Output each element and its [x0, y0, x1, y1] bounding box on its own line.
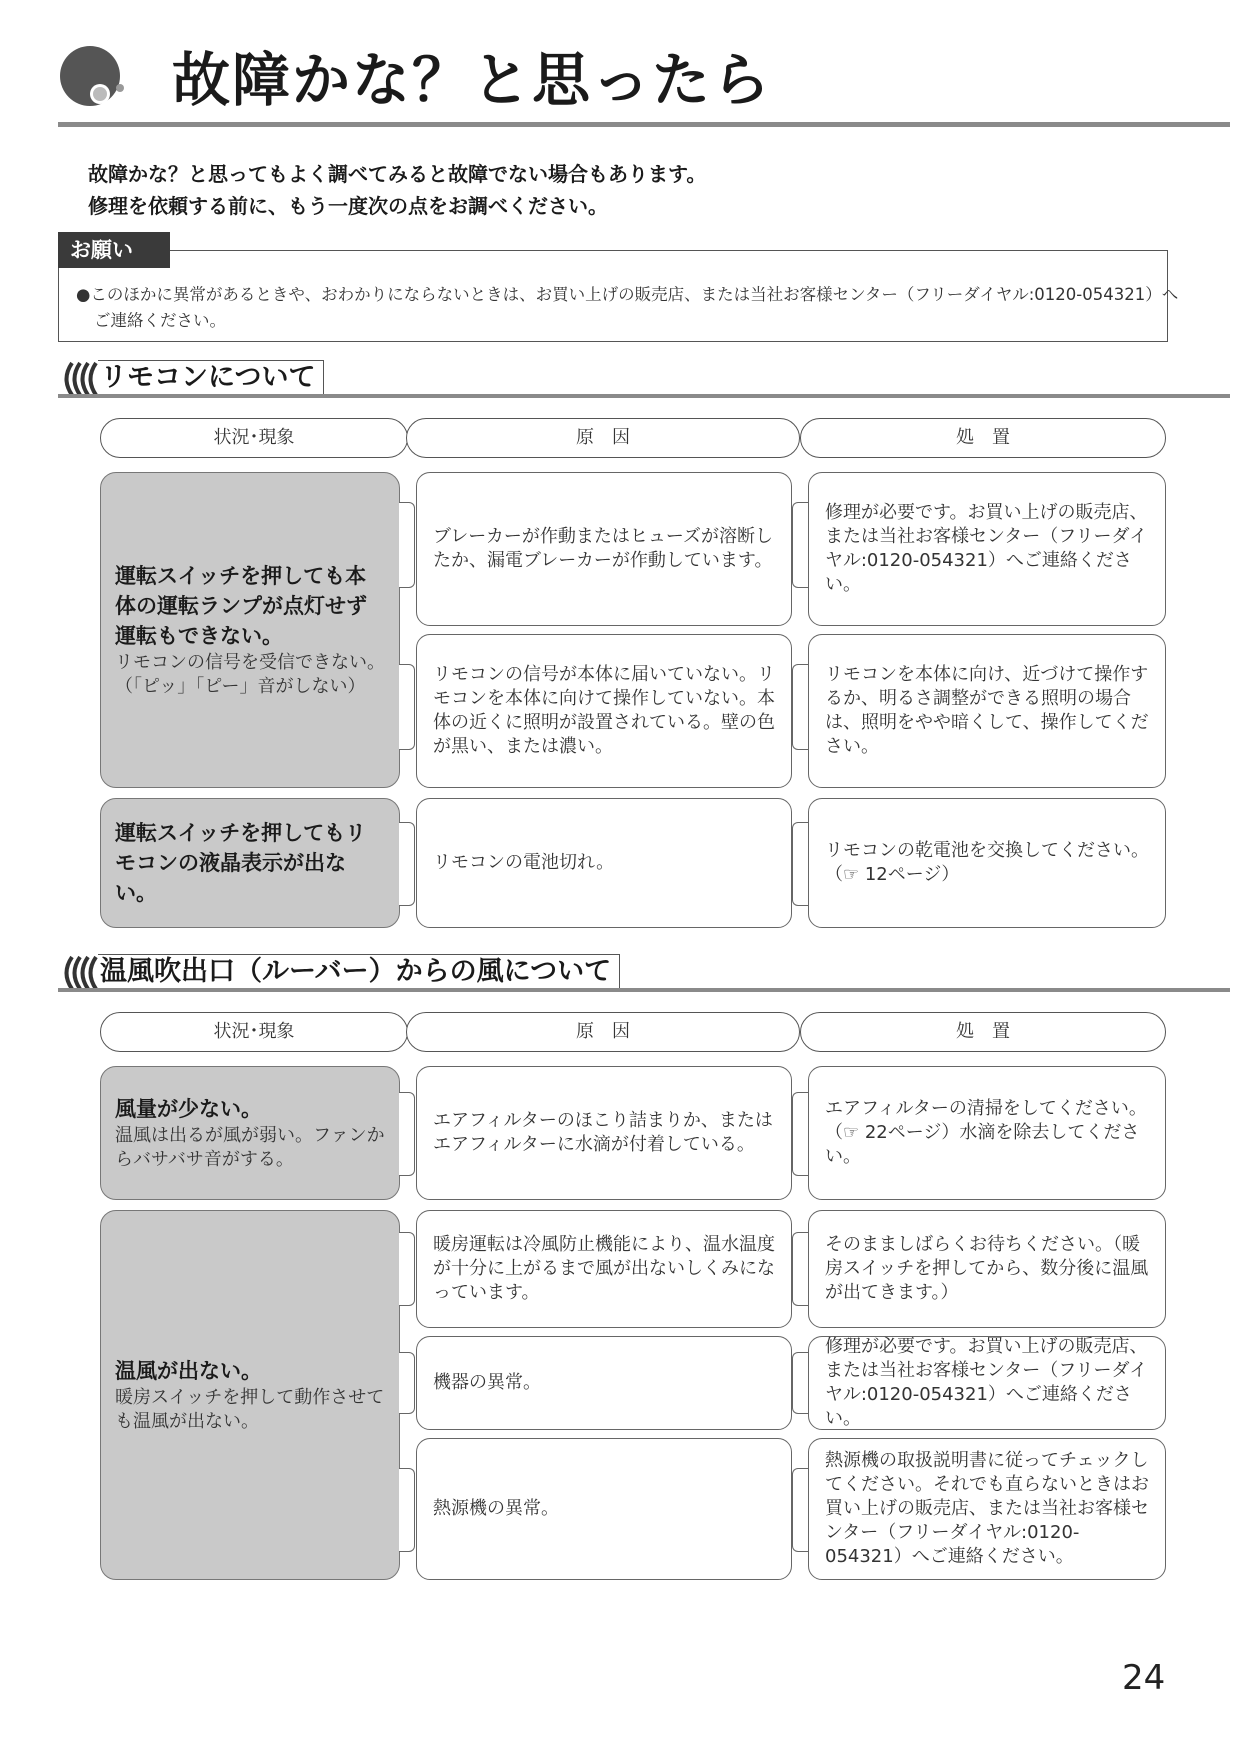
column-header-symptom: 状況･現象 [100, 1012, 408, 1052]
intro-line-2: 修理を依頼する前に、もう一度次の点をお調べください。 [88, 194, 608, 218]
column-header-cause: 原 因 [406, 418, 800, 458]
cause-box [416, 1210, 792, 1328]
remedy-box [808, 798, 1166, 928]
connector [792, 1468, 808, 1552]
page-title: 故障かな？と思ったら [172, 46, 773, 114]
column-header-symptom: 状況･現象 [100, 418, 408, 458]
section-title: 温風吹出口（ルーバー）からの風について [98, 954, 620, 989]
section-marks-icon [58, 360, 98, 398]
section-divider [58, 394, 1230, 398]
page-number: 24 [1122, 1658, 1166, 1698]
connector [399, 1092, 415, 1176]
notice-tag: お願い [58, 232, 170, 268]
connector [792, 664, 808, 750]
cause-text: ブレーカーが作動またはヒューズが溶断したか、漏電ブレーカーが作動しています。 [433, 526, 774, 571]
cause-box [416, 1336, 792, 1430]
connector [792, 1352, 808, 1414]
cause-box [416, 472, 792, 626]
intro-line-1: 故障かな？と思ってもよく調べてみると故障でない場合もあります。 [88, 162, 707, 186]
column-header-remedy: 処 置 [800, 1012, 1166, 1052]
cause-text: リモコンの信号が本体に届いていない。リモコンを本体に向けて操作していない。本体の近くに照明が設置されている。壁の色が黒い、または濃い。 [433, 664, 775, 757]
remedy-box [808, 634, 1166, 788]
remedy-text: エアフィルターの清掃をしてください。（☞ 22ページ）水滴を除去してください。 [825, 1098, 1147, 1167]
connector [399, 1352, 415, 1414]
remedy-box [808, 1438, 1166, 1580]
remedy-text: リモコンの乾電池を交換してください。（☞ 12ページ） [825, 840, 1149, 885]
cause-text: 機器の異常。 [433, 1372, 541, 1393]
symptom-box [100, 1066, 400, 1200]
section-divider [58, 988, 1230, 992]
cause-text: 暖房運転は冷風防止機能により、温水温度が十分に上がるまで風が出ないしくみになっています。 [433, 1234, 775, 1303]
symptom-box [100, 798, 400, 928]
connector [792, 502, 808, 588]
remedy-box [808, 1066, 1166, 1200]
connector [399, 1468, 415, 1552]
remedy-text: 熱源機の取扱説明書に従ってチェックしてください。それでも直らないときはお買い上げの販売店、または当社お客様センター（フリーダイヤル:0120-054321）へご連絡ください。 [825, 1450, 1149, 1567]
remedy-text: そのまましばらくお待ちください。（暖房スイッチを押してから、数分後に温風が出てきます。） [825, 1234, 1149, 1303]
cause-box [416, 1438, 792, 1580]
intro-text [88, 158, 706, 222]
section-title: リモコンについて [98, 360, 324, 395]
notice-text: ●このほかに異常があるときや、おわかりにならないときは、お買い上げの販売店、または当社お客様センター（フリーダイヤル:0120-054321）へご連絡ください。 [76, 285, 1179, 330]
symptom-sub: 暖房スイッチを押して動作させても温風が出ない。 [115, 1387, 385, 1432]
remedy-text: 修理が必要です。お買い上げの販売店、または当社お客様センター（フリーダイヤル:0120-054321）へご連絡ください。 [825, 502, 1148, 595]
connector [792, 1232, 808, 1306]
cause-text: リモコンの電池切れ。 [433, 852, 615, 873]
symptom-main: 運転スイッチを押してもリモコンの液晶表示が出ない。 [115, 821, 367, 905]
title-bullet-icon [58, 42, 130, 114]
remedy-box [808, 472, 1166, 626]
cause-box [416, 634, 792, 788]
connector [399, 1232, 415, 1306]
cause-box [416, 1066, 792, 1200]
title-divider [58, 122, 1230, 127]
remedy-text: 修理が必要です。お買い上げの販売店、または当社お客様センター（フリーダイヤル:0120-054321）へご連絡ください。 [825, 1336, 1148, 1429]
symptom-box [100, 1210, 400, 1580]
symptom-sub: 温風は出るが風が弱い。ファンからバサバサ音がする。 [115, 1125, 385, 1170]
symptom-main: 運転スイッチを押しても本体の運転ランプが点灯せず運転もできない。 [115, 564, 367, 648]
cause-box [416, 798, 792, 928]
cause-text: 熱源機の異常。 [433, 1498, 559, 1519]
connector [399, 664, 415, 750]
connector [399, 502, 415, 588]
connector [399, 822, 415, 906]
column-header-remedy: 処 置 [800, 418, 1166, 458]
symptom-main: 温風が出ない。 [115, 1359, 262, 1383]
symptom-sub: リモコンの信号を受信できない。（「ピッ」「ピー」音がしない） [115, 652, 385, 697]
symptom-box [100, 472, 400, 788]
column-header-cause: 原 因 [406, 1012, 800, 1052]
section-marks-icon [58, 954, 98, 992]
connector [792, 1092, 808, 1176]
remedy-text: リモコンを本体に向け、近づけて操作するか、明るさ調整ができる照明の場合は、照明をやや暗くして、操作してください。 [825, 664, 1149, 757]
remedy-box [808, 1336, 1166, 1430]
cause-text: エアフィルターのほこり詰まりか、またはエアフィルターに水滴が付着している。 [433, 1110, 773, 1155]
connector [792, 822, 808, 906]
remedy-box [808, 1210, 1166, 1328]
symptom-main: 風量が少ない。 [115, 1097, 262, 1121]
